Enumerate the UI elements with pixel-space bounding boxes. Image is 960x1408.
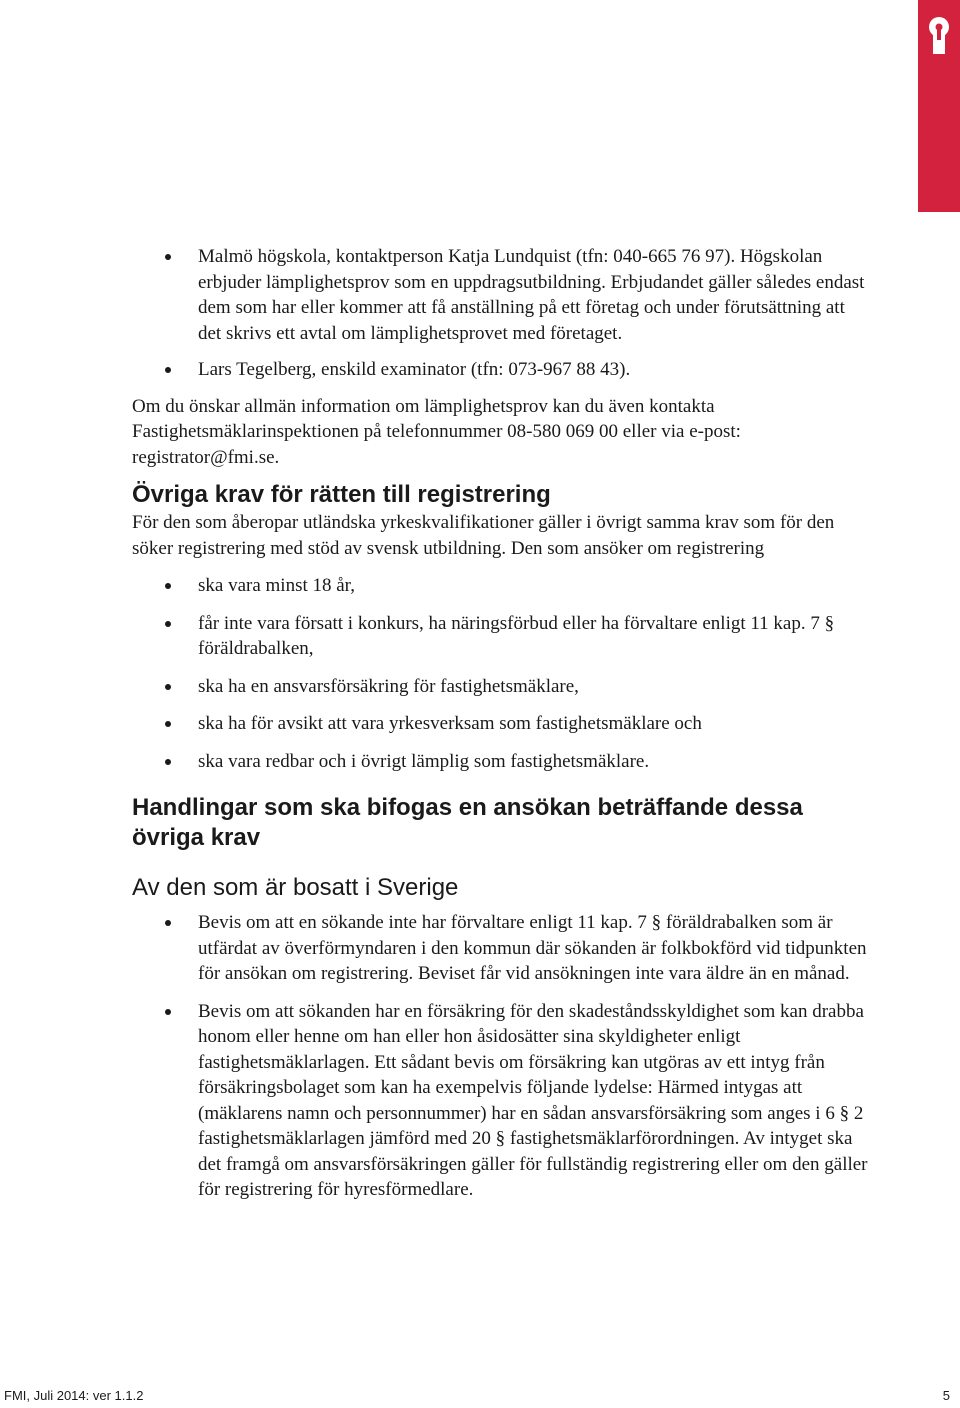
- list-item: får inte vara försatt i konkurs, ha näringsförbud eller ha förvaltare enligt 11 kap. 7 § föräldrabalken,: [132, 611, 872, 662]
- list-item: Bevis om att en sökande inte har förvaltare enligt 11 kap. 7 § föräldrabalken som är utfärdat av överförmyndaren i den kommun där sökanden är folkbokförd vid tidpunkten för ansökan om registrering. Beviset får vid ansökningen inte vara äldre än en månad.: [132, 910, 872, 987]
- list-item: ska ha för avsikt att vara yrkesverksam som fastighetsmäklare och: [132, 711, 872, 737]
- list-item: Malmö högskola, kontaktperson Katja Lundquist (tfn: 040-665 76 97). Högskolan erbjuder lämplighetsprov som en uppdragsutbildning. Erbjudandet gäller således endast dem som har eller kommer att få anställning på ett företag och under förutsättning att det skrivs ett avtal om lämplighetsprovet med företaget.: [132, 244, 872, 346]
- section-intro: För den som åberopar utländska yrkeskvalifikationer gäller i övrigt samma krav som för den söker registrering med stöd av svensk utbildning. Den som ansöker om registrering: [132, 512, 835, 559]
- requirements-list: [132, 573, 872, 774]
- list-item: ska ha en ansvarsförsäkring för fastighetsmäklare,: [132, 674, 872, 700]
- footer-version: FMI, Juli 2014: ver 1.1.2: [4, 1388, 144, 1403]
- info-paragraph: Om du önskar allmän information om lämplighetsprov kan du även kontakta Fastighetsmäklarinspektionen på telefonnummer 08-580 069 00 eller via e-post: registrator@fmi.se.: [132, 395, 741, 468]
- list-item: ska vara redbar och i övrigt lämplig som fastighetsmäklare.: [132, 749, 872, 775]
- document-body: [132, 244, 872, 1203]
- list-item: Bevis om att sökanden har en försäkring för den skadeståndsskyldighet som kan drabba honom eller henne om han eller hon åsidosätter sina skyldigheter enligt fastighetsmäklarlagen. Ett sådant bevis om försäkring kan utgöras av ett intyg från försäkringsbolaget som kan ha exempelvis följande lydelse: Härmed intygas att (mäklarens namn och personnummer) har en sådan ansvarsförsäkring som anges i 6 § 2 fastighetsmäklarlagen jämförd med 20 § fastighetsmäklarförordningen. Av intyget ska det framgå om ansvarsförsäkringen gäller för fullständig registrering eller om den gäller för registrering för hyresförmedlare.: [132, 999, 872, 1203]
- brand-logo-tab: [918, 0, 960, 212]
- list-item: ska vara minst 18 år,: [132, 573, 872, 599]
- contact-list: [132, 244, 872, 383]
- list-item: Lars Tegelberg, enskild examinator (tfn: 073-967 88 43).: [132, 357, 872, 383]
- keyhole-icon: [927, 16, 951, 56]
- section-heading: Övriga krav för rätten till registrering: [132, 481, 551, 508]
- page-number: 5: [942, 1388, 950, 1403]
- section-heading: Handlingar som ska bifogas en ansökan beträffande dessa övriga krav: [132, 794, 803, 851]
- subsection-heading: Av den som är bosatt i Sverige: [132, 874, 459, 901]
- documents-list: [132, 910, 872, 1203]
